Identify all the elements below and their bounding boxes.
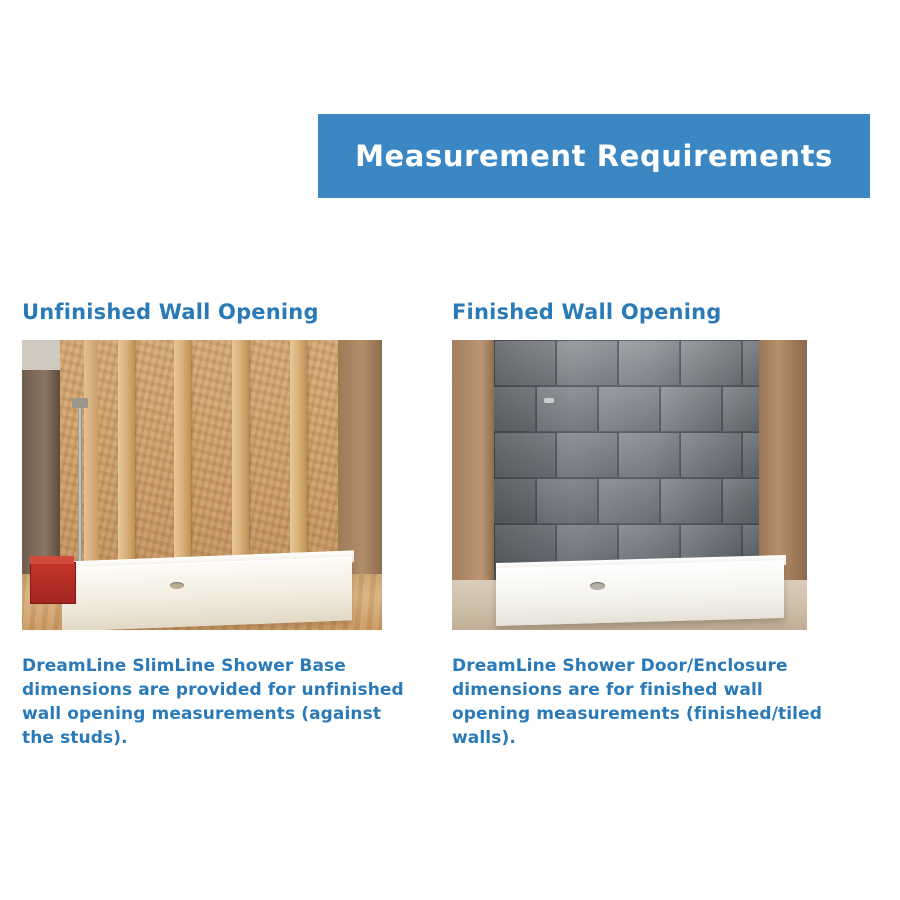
slimline-shower-base [62, 556, 352, 630]
photo-unfinished-wall-opening [22, 340, 382, 630]
shower-head [544, 398, 554, 403]
drain-icon [170, 582, 184, 589]
wall-stud [118, 340, 135, 585]
column-heading-finished: Finished Wall Opening [452, 300, 722, 324]
shower-supply-pipe [78, 400, 82, 565]
header-banner [318, 114, 870, 198]
shower-base [496, 560, 784, 626]
corner-post [84, 340, 98, 568]
wall-stud [174, 340, 191, 585]
page-title: Measurement Requirements [355, 139, 833, 173]
column-heading-unfinished: Unfinished Wall Opening [22, 300, 319, 324]
toolbox-lid [30, 556, 74, 564]
wall-stud [232, 340, 249, 585]
wall-stud [290, 340, 307, 585]
column-finished-wall [452, 300, 844, 768]
column-unfinished-wall [22, 300, 414, 768]
photo-finished-wall-opening [452, 340, 807, 630]
caption-finished: DreamLine Shower Door/Enclosure dimensions are for finished wall opening measurements (finished/tiled walls). [452, 656, 822, 749]
toolbox [30, 562, 76, 604]
caption-unfinished: DreamLine SlimLine Shower Base dimensions are provided for unfinished wall opening measurements (against the studs). [22, 656, 404, 749]
drain-icon [590, 582, 605, 590]
tiled-wall [494, 340, 759, 588]
shower-valve [72, 398, 88, 408]
osb-sheathing [60, 340, 378, 585]
left-wall-top-panel [22, 340, 60, 370]
left-wall-edge [452, 340, 494, 592]
